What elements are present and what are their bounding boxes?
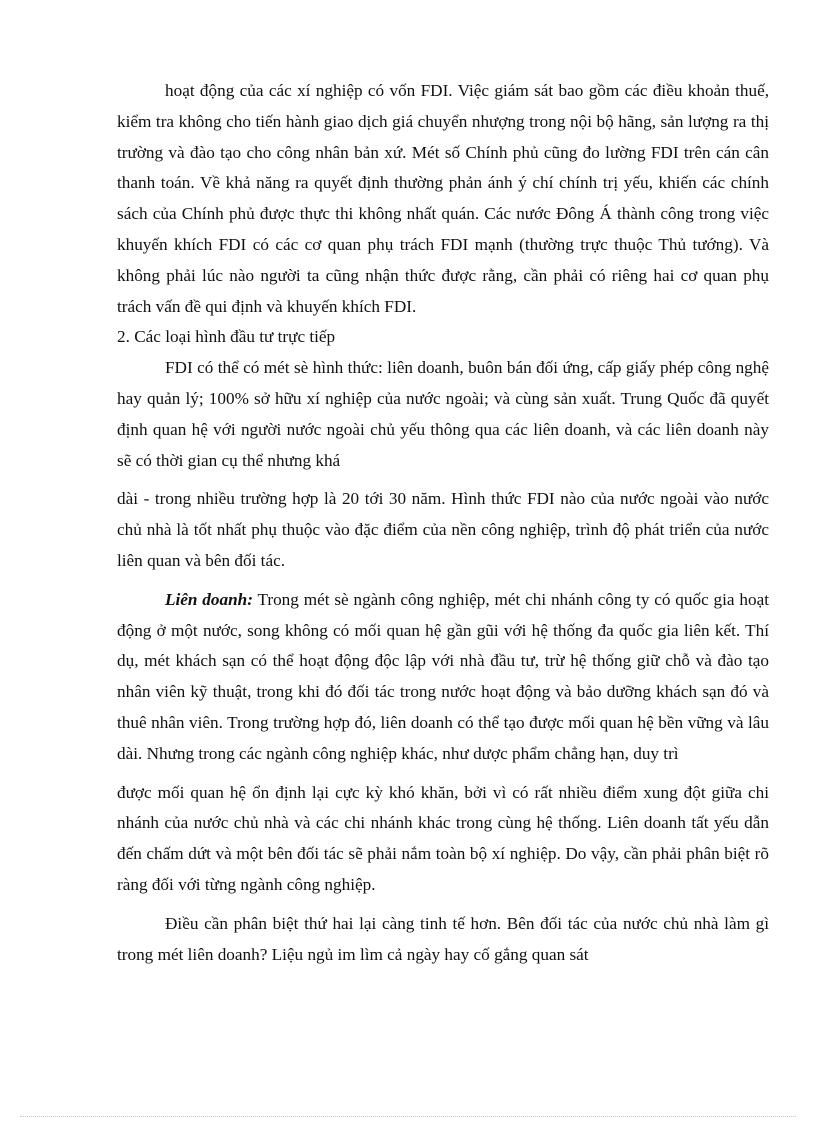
- document-body: [117, 76, 769, 970]
- page-bottom-rule: [20, 1116, 796, 1117]
- paragraph-fdi-forms-continued: dài - trong nhiều trường hợp là 20 tới 30 năm. Hình thức FDI nào của nước ngoài vào nước chủ nhà là tốt nhất phụ thuộc vào đặc điểm của nền công nghiệp, trình độ phát triển của nước liên quan và bên đối tác.: [117, 489, 769, 570]
- section-heading-fdi-types: 2. Các loại hình đầu tư trực tiếp: [117, 327, 336, 347]
- joint-venture-text: Trong mét sè ngành công nghiệp, mét chi nhánh công ty có quốc gia hoạt động ở một nước, song không có mối quan hệ gần gũi với hệ thống đa quốc gia liên kết. Thí dụ, mét khách sạn có thể hoạt động độc lập với nhà đầu tư, trừ hệ thống giữ chỗ và đào tạo nhân viên kỹ thuật, trong khi đó đối tác trong nước hoạt động và bảo dưỡng khách sạn đó và thuê nhân viên. Trong trường hợp đó, liên doanh có thể tạo được mối quan hệ bền vững và lâu dài. Nhưng trong các ngành công nghiệp khác, như dược phẩm chẳng hạn, duy trì: [117, 589, 769, 763]
- paragraph-fdi-supervision: hoạt động của các xí nghiệp có vốn FDI. Việc giám sát bao gồm các điều khoản thuế, kiểm tra không cho tiến hành giao dịch giá chuyển nhượng trong nội bộ hãng, sản lượng ra thị trường và đào tạo cho công nhân bản xứ. Mét số Chính phủ cũng đo lường FDI trên cán cân thanh toán. Về khả năng ra quyết định thường phản ánh ý chí chính trị yếu, khiến các chính sách của Chính phủ được thực thi không nhất quán. Các nước Đông Á thành công trong việc khuyến khích FDI có các cơ quan phụ trách FDI mạnh (thường trực thuộc Thủ tướng). Và không phải lúc nào người ta cũng nhận thức được rằng, cần phải có riêng hai cơ quan phụ trách vấn đề qui định và khuyến khích FDI.: [117, 81, 769, 316]
- paragraph-joint-venture: [117, 585, 769, 770]
- paragraph-fdi-forms: FDI có thể có mét sè hình thức: liên doanh, buôn bán đối ứng, cấp giấy phép công nghệ hay quản lý; 100% sở hữu xí nghiệp của nước ngoài; và cùng sản xuất. Trung Quốc đã quyết định quan hệ với người nước ngoài chủ yếu thông qua các liên doanh, và các liên doanh này sẽ có thời gian cụ thể nhưng khá: [117, 358, 769, 470]
- paragraph-joint-venture-continued: được mối quan hệ ổn định lại cực kỳ khó khăn, bởi vì có rất nhiều điểm xung đột giữa chi nhánh của nước chủ nhà và các chi nhánh khác trong cùng hệ thống. Liên doanh tất yếu dẫn đến chấm dứt và một bên đối tác sẽ phải nắm toàn bộ xí nghiệp. Do vậy, cần phải phân biệt rõ ràng đối với từng ngành công nghiệp.: [117, 782, 769, 894]
- paragraph-second-distinction: Điều cần phân biệt thứ hai lại càng tinh tế hơn. Bên đối tác của nước chủ nhà làm gì trong mét liên doanh? Liệu ngủ im lìm cả ngày hay cố gắng quan sát: [117, 913, 769, 964]
- joint-venture-label: Liên doanh:: [165, 589, 253, 609]
